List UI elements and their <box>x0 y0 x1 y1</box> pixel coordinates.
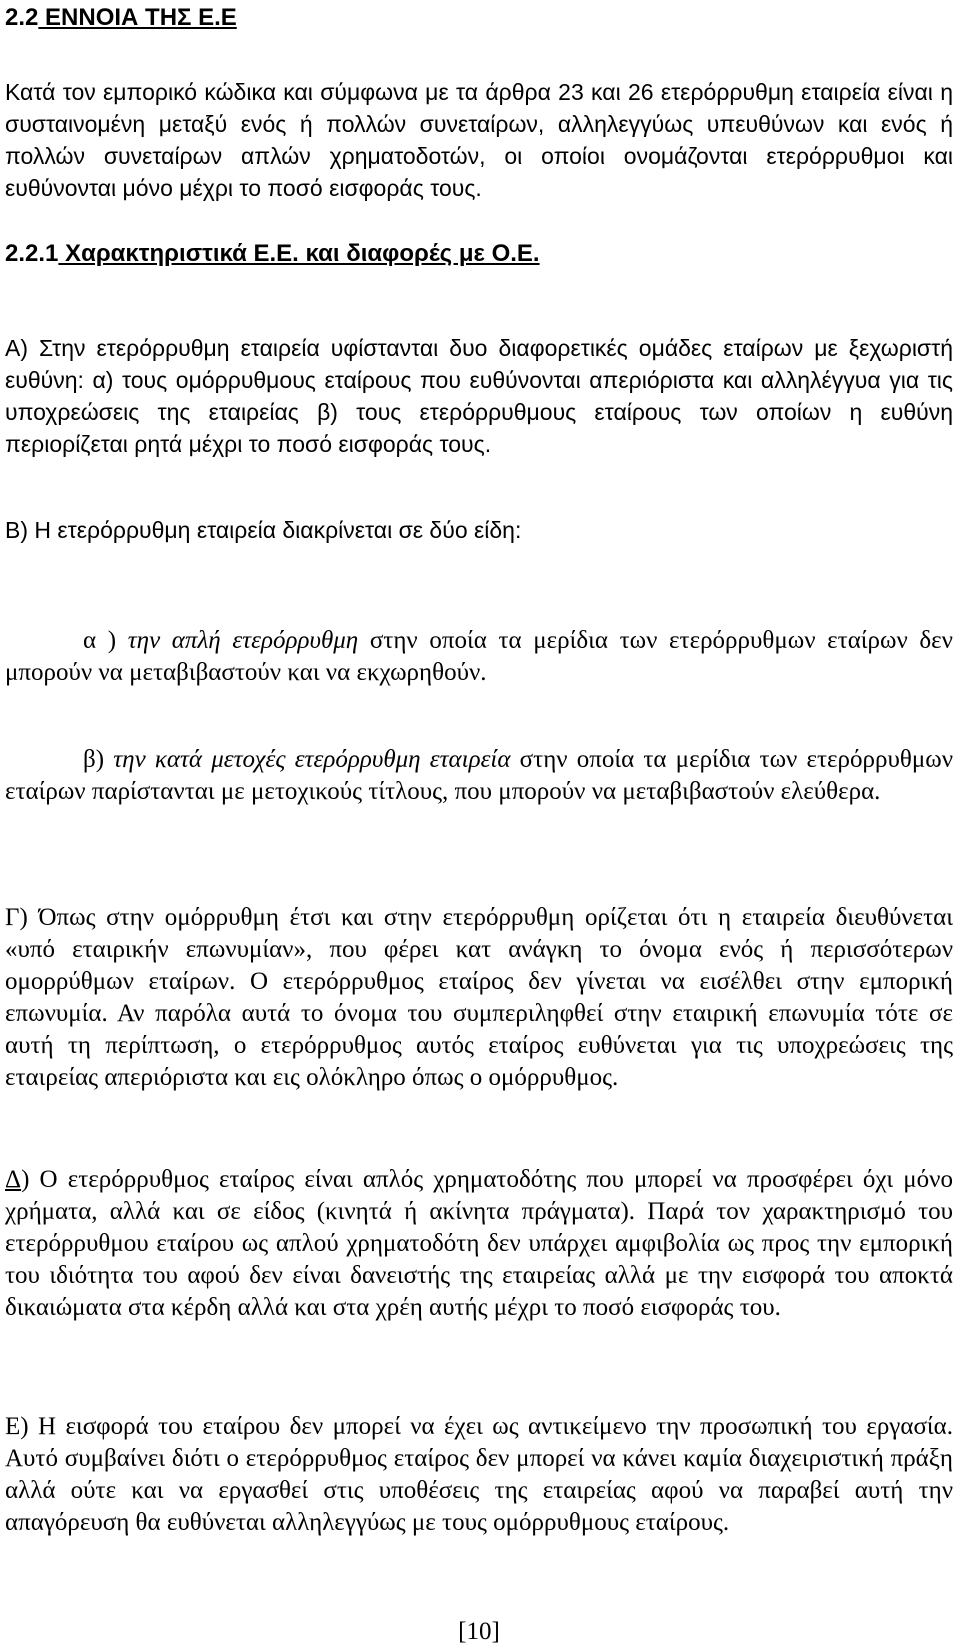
section-title: ΕΝΝΟΙΑ ΤΗΣ Ε.Ε <box>38 4 237 31</box>
section-number: 2.2 <box>5 4 39 31</box>
item-a <box>5 625 953 689</box>
item-b-rest: στην οποία τα μερίδια των ετερόρρυθμων εταίρων παρίστανται με μετοχικούς τίτλους, που μπορούν να μεταβιβαστούν ελεύθερα. <box>5 746 954 805</box>
item-a-italic: την απλή ετερόρρυθμη <box>127 627 359 654</box>
section-heading <box>5 2 953 34</box>
item-b-prefix: β) <box>83 746 114 773</box>
intro-paragraph: Κατά τον εμπορικό κώδικα και σύμφωνα με τα άρθρα 23 και 26 ετερόρρυθμη εταιρεία είναι η συσταινομένη μεταξύ ενός ή πολλών συνεταίρων, αλληλεγγύως υπευθύνων και ενός ή πολλών συνεταίρων απλών χρηματοδοτών, οι οποίοι ονομάζονται ετερόρρυθμοι και ευθύνονται μόνο μέχρι το ποσό εισφοράς τους. <box>5 79 953 201</box>
item-b-italic: την κατά μετοχές ετερόρρυθμη εταιρεία <box>113 746 511 773</box>
subsection-title: Χαρακτηριστικά Ε.Ε. και διαφορές με Ο.Ε. <box>58 240 540 267</box>
item-b <box>5 744 953 808</box>
paragraph-b: Β) Η ετερόρρυθμη εταιρεία διακρίνεται σε δύο είδη: <box>5 517 522 543</box>
paragraph-e: Ε) Η εισφορά του εταίρου δεν μπορεί να έχει ως αντικείμενο την προσωπική του εργασία. Αυτό συμβαίνει διότι ο ετερόρρυθμος εταίρος δεν μπορεί να κάνει καμία διαχειριστική πράξη αλλά ούτε και να εργασθεί στις υποθέσεις της εταιρείας αφού να παραβεί αυτή την απαγόρευση θα ευθύνεται αλληλεγγύως με τους ομόρρυθμους εταίρους. <box>5 1413 953 1536</box>
page-number: [10] <box>458 1618 500 1645</box>
paragraph-a: Α) Στην ετερόρρυθμη εταιρεία υφίστανται δυο διαφορετικές ομάδες εταίρων με ξεχωριστή ευθύνη: α) τους ομόρρυθμους εταίρους που ευθύνονται απεριόριστα και αλληλέγγυα για τις υποχρεώσεις της εταιρείας β) τους ετερόρρυθμους εταίρους των οποίων η ευθύνη περιορίζεται ρητά μέχρι το ποσό εισφοράς τους. <box>5 335 953 457</box>
paragraph-d-letter: Δ <box>5 1166 22 1193</box>
subsection-heading <box>5 238 953 270</box>
paragraph-d <box>5 1164 953 1324</box>
item-a-prefix: α ) <box>83 627 128 654</box>
subsection-number: 2.2.1 <box>5 240 59 267</box>
item-a-rest: στην οποία τα μερίδια των ετερόρρυθμων εταίρων δεν μπορούν να μεταβιβαστούν και να εκχωρηθούν. <box>5 627 953 686</box>
paragraph-c: Γ) Όπως στην ομόρρυθμη έτσι και στην ετερόρρυθμη ορίζεται ότι η εταιρεία διευθύνεται «υπό εταιρικήν επωνυμίαν», που φέρει κατ ανάγκη το όνομα ενός ή περισσότερων ομορρύθμων εταίρων. Ο ετερόρρυθμος εταίρος δεν γίνεται να εισέλθει στην εμπορική επωνυμία. Αν παρόλα αυτά το όνομα του συμπεριληφθεί στην εταιρική επωνυμία τότε σε αυτή τη περίπτωση, ο ετερόρρυθμος αυτός εταίρος ευθύνεται για τις υποχρεώσεις της εταιρείας απεριόριστα και εις ολόκληρο όπως ο ομόρρυθμος. <box>5 904 953 1091</box>
paragraph-d-text: ) Ο ετερόρρυθμος εταίρος είναι απλός χρηματοδότης που μπορεί να προσφέρει όχι μόνο χρήματα, αλλά και σε είδος (κινητά ή ακίνητα πράγματα). Παρά τον χαρακτηρισμό του ετερόρρυθμου εταίρου ως απλού χρηματοδότη δεν υπάρχει αμφιβολία ως προς την εμπορική του ιδιότητα του αφού δεν είναι δανειστής της εταιρείας αλλά με την εισφορά του αποκτά δικαιώματα στα κέρδη αλλά και στα χρέη αυτής μέχρι το ποσό εισφοράς του. <box>5 1166 953 1321</box>
